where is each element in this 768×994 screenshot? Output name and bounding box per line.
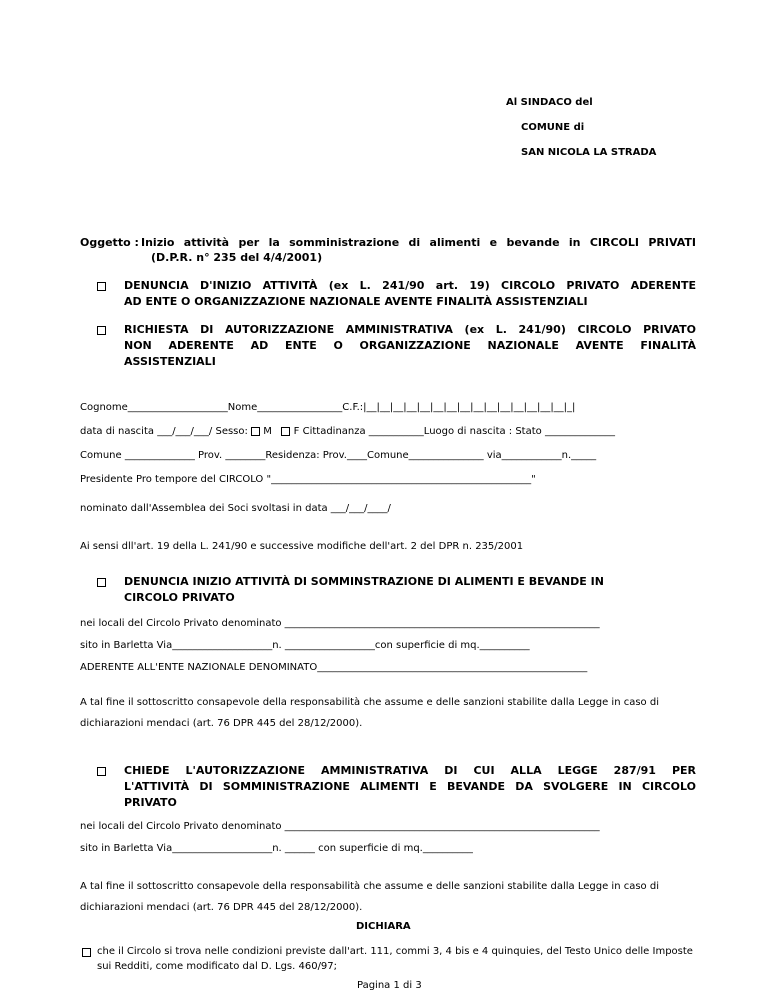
sex-m-checkbox[interactable] bbox=[251, 427, 260, 436]
sex-f-checkbox[interactable] bbox=[281, 427, 290, 436]
subject-text-line-2: (D.P.R. n° 235 del 4/4/2001) bbox=[151, 251, 323, 264]
section2-club-name-line: nei locali del Circolo Privato denominato _______________________________________________________________ bbox=[80, 821, 600, 832]
birth-date-label: data di nascita ___/___/___/ Sesso: bbox=[80, 426, 248, 437]
denuncia-option-line-2: AD ENTE O ORGANIZZAZIONE NAZIONALE AVENTE FINALITÀ ASSISTENZIALI bbox=[124, 295, 588, 308]
section1-title-line-1: DENUNCIA INIZIO ATTIVITÀ DI SOMMINSTRAZIONE DI ALIMENTI E BEVANDE IN bbox=[124, 575, 604, 588]
personal-name-cf-line: Cognome____________________Nome_________________C.F.:|__|__|__|__|__|__|__|__|__|__|__|__|__|__|__|_| bbox=[80, 402, 576, 413]
section1-club-name-line: nei locali del Circolo Privato denominato _______________________________________________________________ bbox=[80, 618, 600, 629]
section1-checkbox[interactable] bbox=[97, 578, 106, 587]
section2-address-line: sito in Barletta Via____________________n. ______ con superficie di mq.__________ bbox=[80, 843, 473, 854]
sex-m-label: M bbox=[263, 426, 272, 437]
denuncia-option-line-1: DENUNCIA D'INIZIO ATTIVITÀ (ex L. 241/90 art. 19) CIRCOLO PRIVATO ADERENTE bbox=[124, 279, 696, 292]
section1-ente-line: ADERENTE ALL'ENTE NAZIONALE DENOMINATO______________________________________________________ bbox=[80, 662, 588, 673]
personal-residence-line: Comune ______________ Prov. ________Residenza: Prov.____Comune_______________ via____________n._____ bbox=[80, 450, 597, 461]
denuncia-checkbox[interactable] bbox=[97, 282, 106, 291]
addressee-line-2: COMUNE di bbox=[521, 122, 585, 133]
addressee-line-1: Al SINDACO del bbox=[506, 97, 593, 108]
subject-text-line-1: Inizio attività per la somministrazione di alimenti e bevande in CIRCOLI PRIVATI bbox=[141, 236, 696, 249]
section2-checkbox[interactable] bbox=[97, 767, 106, 776]
richiesta-option-line-2: NON ADERENTE AD ENTE O ORGANIZZAZIONE NAZIONALE AVENTE FINALITÀ bbox=[124, 339, 696, 352]
page-number: Pagina 1 di 3 bbox=[357, 980, 422, 991]
addressee-line-3: SAN NICOLA LA STRADA bbox=[521, 147, 657, 158]
citizenship-label: Cittadinanza ___________Luogo di nascita : Stato ______________ bbox=[302, 426, 615, 437]
section2-declaration: A tal fine il sottoscritto consapevole della responsabilità che assume e delle sanzioni stabilite dalla Legge in caso di dichiarazioni mendaci (art. 76 DPR 445 del 28/12/2000). bbox=[80, 881, 659, 913]
section1-title-line-2: CIRCOLO PRIVATO bbox=[124, 591, 235, 604]
section1-declaration: A tal fine il sottoscritto consapevole della responsabilità che assume e delle sanzioni stabilite dalla Legge in caso di dichiarazioni mendaci (art. 76 DPR 445 del 28/12/2000). bbox=[80, 697, 659, 729]
section2-title-line-3: PRIVATO bbox=[124, 796, 177, 809]
section2-title-line-1: CHIEDE L'AUTORIZZAZIONE AMMINISTRATIVA DI CUI ALLA LEGGE 287/91 PER bbox=[124, 764, 696, 777]
subject-label: Oggetto : bbox=[80, 236, 139, 249]
dichiara-heading: DICHIARA bbox=[356, 921, 411, 932]
section1-address-line: sito in Barletta Via____________________n. __________________con superficie di mq.__________ bbox=[80, 640, 530, 651]
sex-f-label: F bbox=[293, 426, 300, 437]
dichiara-item1-text: che il Circolo si trova nelle condizioni previste dall'art. 111, commi 3, 4 bis e 4 quinquies, del Testo Unico delle Imposte sui Redditi, come modificato dal D. Lgs. 460/97; bbox=[97, 946, 693, 972]
personal-assembly-line: nominato dall'Assemblea dei Soci svoltasi in data ___/___/____/ bbox=[80, 503, 391, 514]
personal-president-line: Presidente Pro tempore del CIRCOLO "____________________________________________________" bbox=[80, 474, 536, 485]
richiesta-option-line-1: RICHIESTA DI AUTORIZZAZIONE AMMINISTRATIVA (ex L. 241/90) CIRCOLO PRIVATO bbox=[124, 323, 696, 336]
personal-birth-sex-line bbox=[80, 423, 615, 441]
dichiara-item1-checkbox[interactable] bbox=[82, 948, 91, 957]
richiesta-option-line-3: ASSISTENZIALI bbox=[124, 355, 216, 368]
section2-title-line-2: L'ATTIVITÀ DI SOMMINISTRAZIONE ALIMENTI E BEVANDE DA SVOLGERE IN CIRCOLO bbox=[124, 780, 696, 793]
richiesta-checkbox[interactable] bbox=[97, 326, 106, 335]
legal-basis-text: Ai sensi dll'art. 19 della L. 241/90 e successive modifiche dell'art. 2 del DPR n. 235/2001 bbox=[80, 541, 524, 552]
